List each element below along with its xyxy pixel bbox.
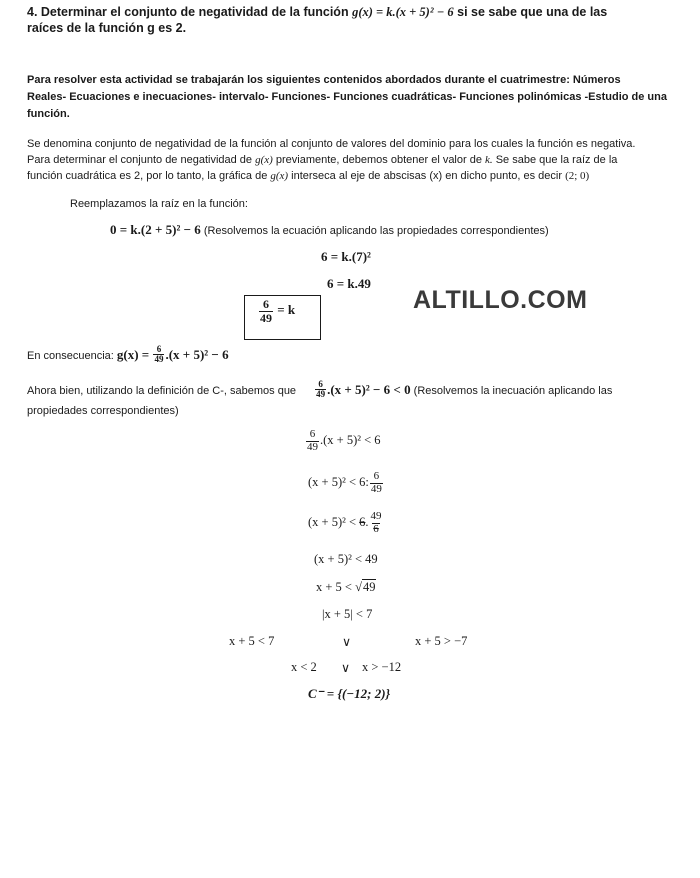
definition-line3: función cuadrática es 2, por lo tanto, la gráfica de g(x) interseca al eje de abscisas (x) en dicho punto, es decir (2; 0) — [27, 170, 590, 182]
consequence-line: En consecuencia: g(x) = $\frac{6}{49}$ .(x + 5)² − 6 — [27, 344, 229, 365]
cases2-or: ∨ — [341, 661, 351, 675]
step2-equation: 6 = k.(7)² — [321, 249, 371, 264]
ineq4: (x + 5)² < 49 — [314, 552, 378, 566]
case-right: x + 5 > −7 — [415, 634, 468, 648]
step1-equation: 0 = k.(2 + 5)² − 6 (Resolvemos la ecuación aplicando las propiedades correspondientes) — [110, 222, 549, 237]
definition-line2: Para determinar el conjunto de negatividad de g(x) previamente, debemos obtener el valor de k. Se sabe que la raíz de la — [27, 154, 618, 166]
contents-note-line3: función. — [27, 108, 70, 120]
ineq3: (x + 5)² < 6. $\frac{49}{6}$ — [308, 510, 382, 535]
k-result: $\frac{6}{49}$ = k — [260, 297, 296, 325]
cases2-left: x < 2 — [291, 660, 317, 674]
contents-note-line2: Reales- Ecuaciones e inecuaciones- intervalo- Funciones- Funciones cuadráticas- Funciones polinómicas -Estudio de una — [27, 91, 667, 103]
problem-suffix: si se sabe que una de las — [453, 5, 608, 19]
problem-function: g(x) = k.(x + 5)² − 6 — [352, 5, 454, 19]
definition-line1: Se denomina conjunto de negatividad de la función al conjunto de valores del dominio para los cuales la función es negativa. — [27, 138, 636, 150]
cases2-right: x > −12 — [362, 660, 402, 674]
problem-statement — [27, 4, 607, 21]
ineq1: $\frac{6}{49}$ .(x + 5)² < 6 — [307, 428, 381, 453]
ineq2: (x + 5)² < 6: $\frac{6}{49}$ — [308, 470, 382, 495]
problem-line2: raíces de la función g es 2. — [27, 21, 187, 35]
case-or: ∨ — [342, 635, 352, 649]
problem-prefix: 4. Determinar el conjunto de negatividad de la función — [27, 5, 353, 19]
ineq6: |x + 5| < 7 — [322, 607, 373, 621]
case-left: x + 5 < 7 — [229, 634, 275, 648]
final-result: C⁻ = {(−12; 2)} — [308, 686, 391, 701]
step3-equation: 6 = k.49 — [327, 276, 371, 291]
cminus-definition: Ahora bien, utilizando la definición de C-, sabemos que $\frac{6}{49}$ .(x + 5)² − 6 < 0 (Resolvemos la inecuación aplicando las — [27, 379, 613, 400]
contents-note-line1: Para resolver esta actividad se trabajarán los siguientes contenidos abordados durante el cuatrimestre: Números — [27, 74, 621, 86]
cminus-definition-line2: propiedades correspondientes) — [27, 405, 179, 417]
ineq5: x + 5 < √49 — [316, 580, 376, 594]
replace-root-text: Reemplazamos la raíz en la función: — [70, 198, 248, 210]
watermark-logo: ALTILLO.COM — [413, 286, 588, 314]
